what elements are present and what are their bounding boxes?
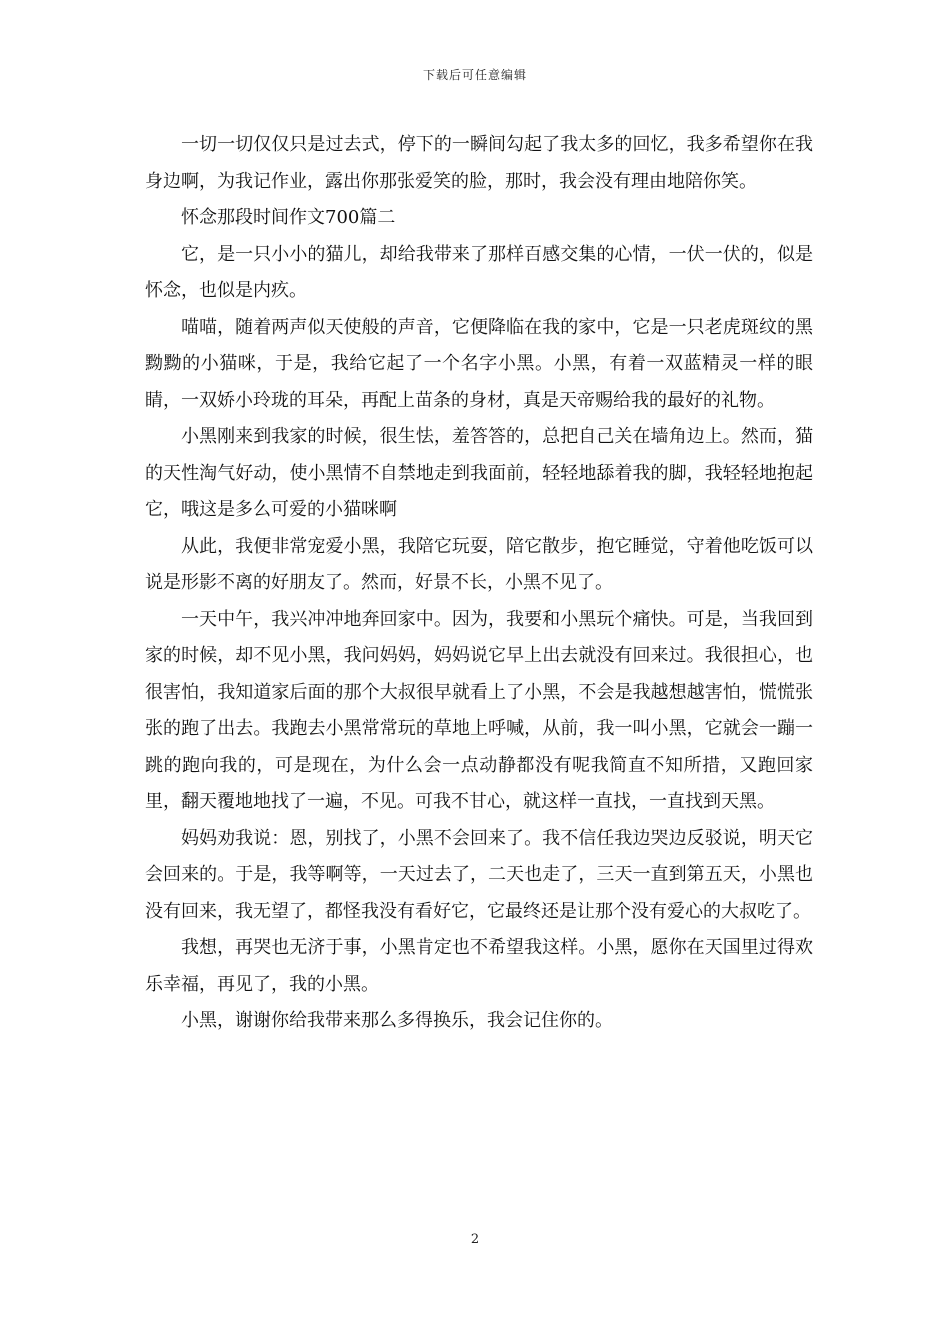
paragraph: 从此，我便非常宠爱小黑，我陪它玩耍，陪它散步，抱它睡觉，守着他吃饭可以说是形影不离的好朋友了。然而，好景不长，小黑不见了。	[145, 535, 813, 593]
paragraph: 一切一切仅仅只是过去式，停下的一瞬间勾起了我太多的回忆，我多希望你在我身边啊，为我记作业，露出你那张爱笑的脸，那时，我会没有理由地陪你笑。	[145, 134, 813, 192]
section-heading: 怀念那段时间作文700篇二	[181, 207, 396, 228]
document-body	[145, 127, 813, 1040]
paragraph: 我想，再哭也无济于事，小黑肯定也不希望我这样。小黑，愿你在天国里过得欢乐幸福，再见了，我的小黑。	[145, 937, 813, 995]
paragraph: 它，是一只小小的猫儿，却给我带来了那样百感交集的心情，一伏一伏的，似是怀念，也似是内疚。	[145, 243, 813, 301]
paragraph: 小黑刚来到我家的时候，很生怯，羞答答的，总把自己关在墙角边上。然而，猫的天性淘气好动，使小黑情不自禁地走到我面前，轻轻地舔着我的脚，我轻轻地抱起它，哦这是多么可爱的小猫咪啊	[145, 426, 813, 520]
page-header: 下载后可任意编辑	[422, 68, 527, 82]
paragraph: 一天中午，我兴冲冲地奔回家中。因为，我要和小黑玩个痛快。可是，当我回到家的时候，却不见小黑，我问妈妈，妈妈说它早上出去就没有回来过。我很担心，也很害怕，我知道家后面的那个大叔很早就看上了小黑，不会是我越想越害怕，慌慌张张的跑了出去。我跑去小黑常常玩的草地上呼喊，从前，我一叫小黑，它就会一蹦一跳的跑向我的，可是现在，为什么会一点动静都没有呢我简直不知所措，又跑回家里，翻天覆地地找了一遍，不见。可我不甘心，就这样一直找，一直找到天黑。	[145, 608, 813, 812]
paragraph: 喵喵，随着两声似天使般的声音，它便降临在我的家中，它是一只老虎斑纹的黑黝黝的小猫咪，于是，我给它起了一个名字小黑。小黑，有着一双蓝精灵一样的眼睛，一双娇小玲珑的耳朵，再配上苗条的身材，真是天帝赐给我的最好的礼物。	[145, 316, 813, 411]
paragraph: 小黑，谢谢你给我带来那么多得换乐，我会记住你的。	[181, 1010, 613, 1031]
paragraph: 妈妈劝我说：恩，别找了，小黑不会回来了。我不信任我边哭边反驳说，明天它会回来的。于是，我等啊等，一天过去了，二天也走了，三天一直到第五天，小黑也没有回来，我无望了，都怪我没有看好它，它最终还是让那个没有爱心的大叔吃了。	[145, 827, 813, 922]
page-number: 2	[470, 1232, 480, 1247]
